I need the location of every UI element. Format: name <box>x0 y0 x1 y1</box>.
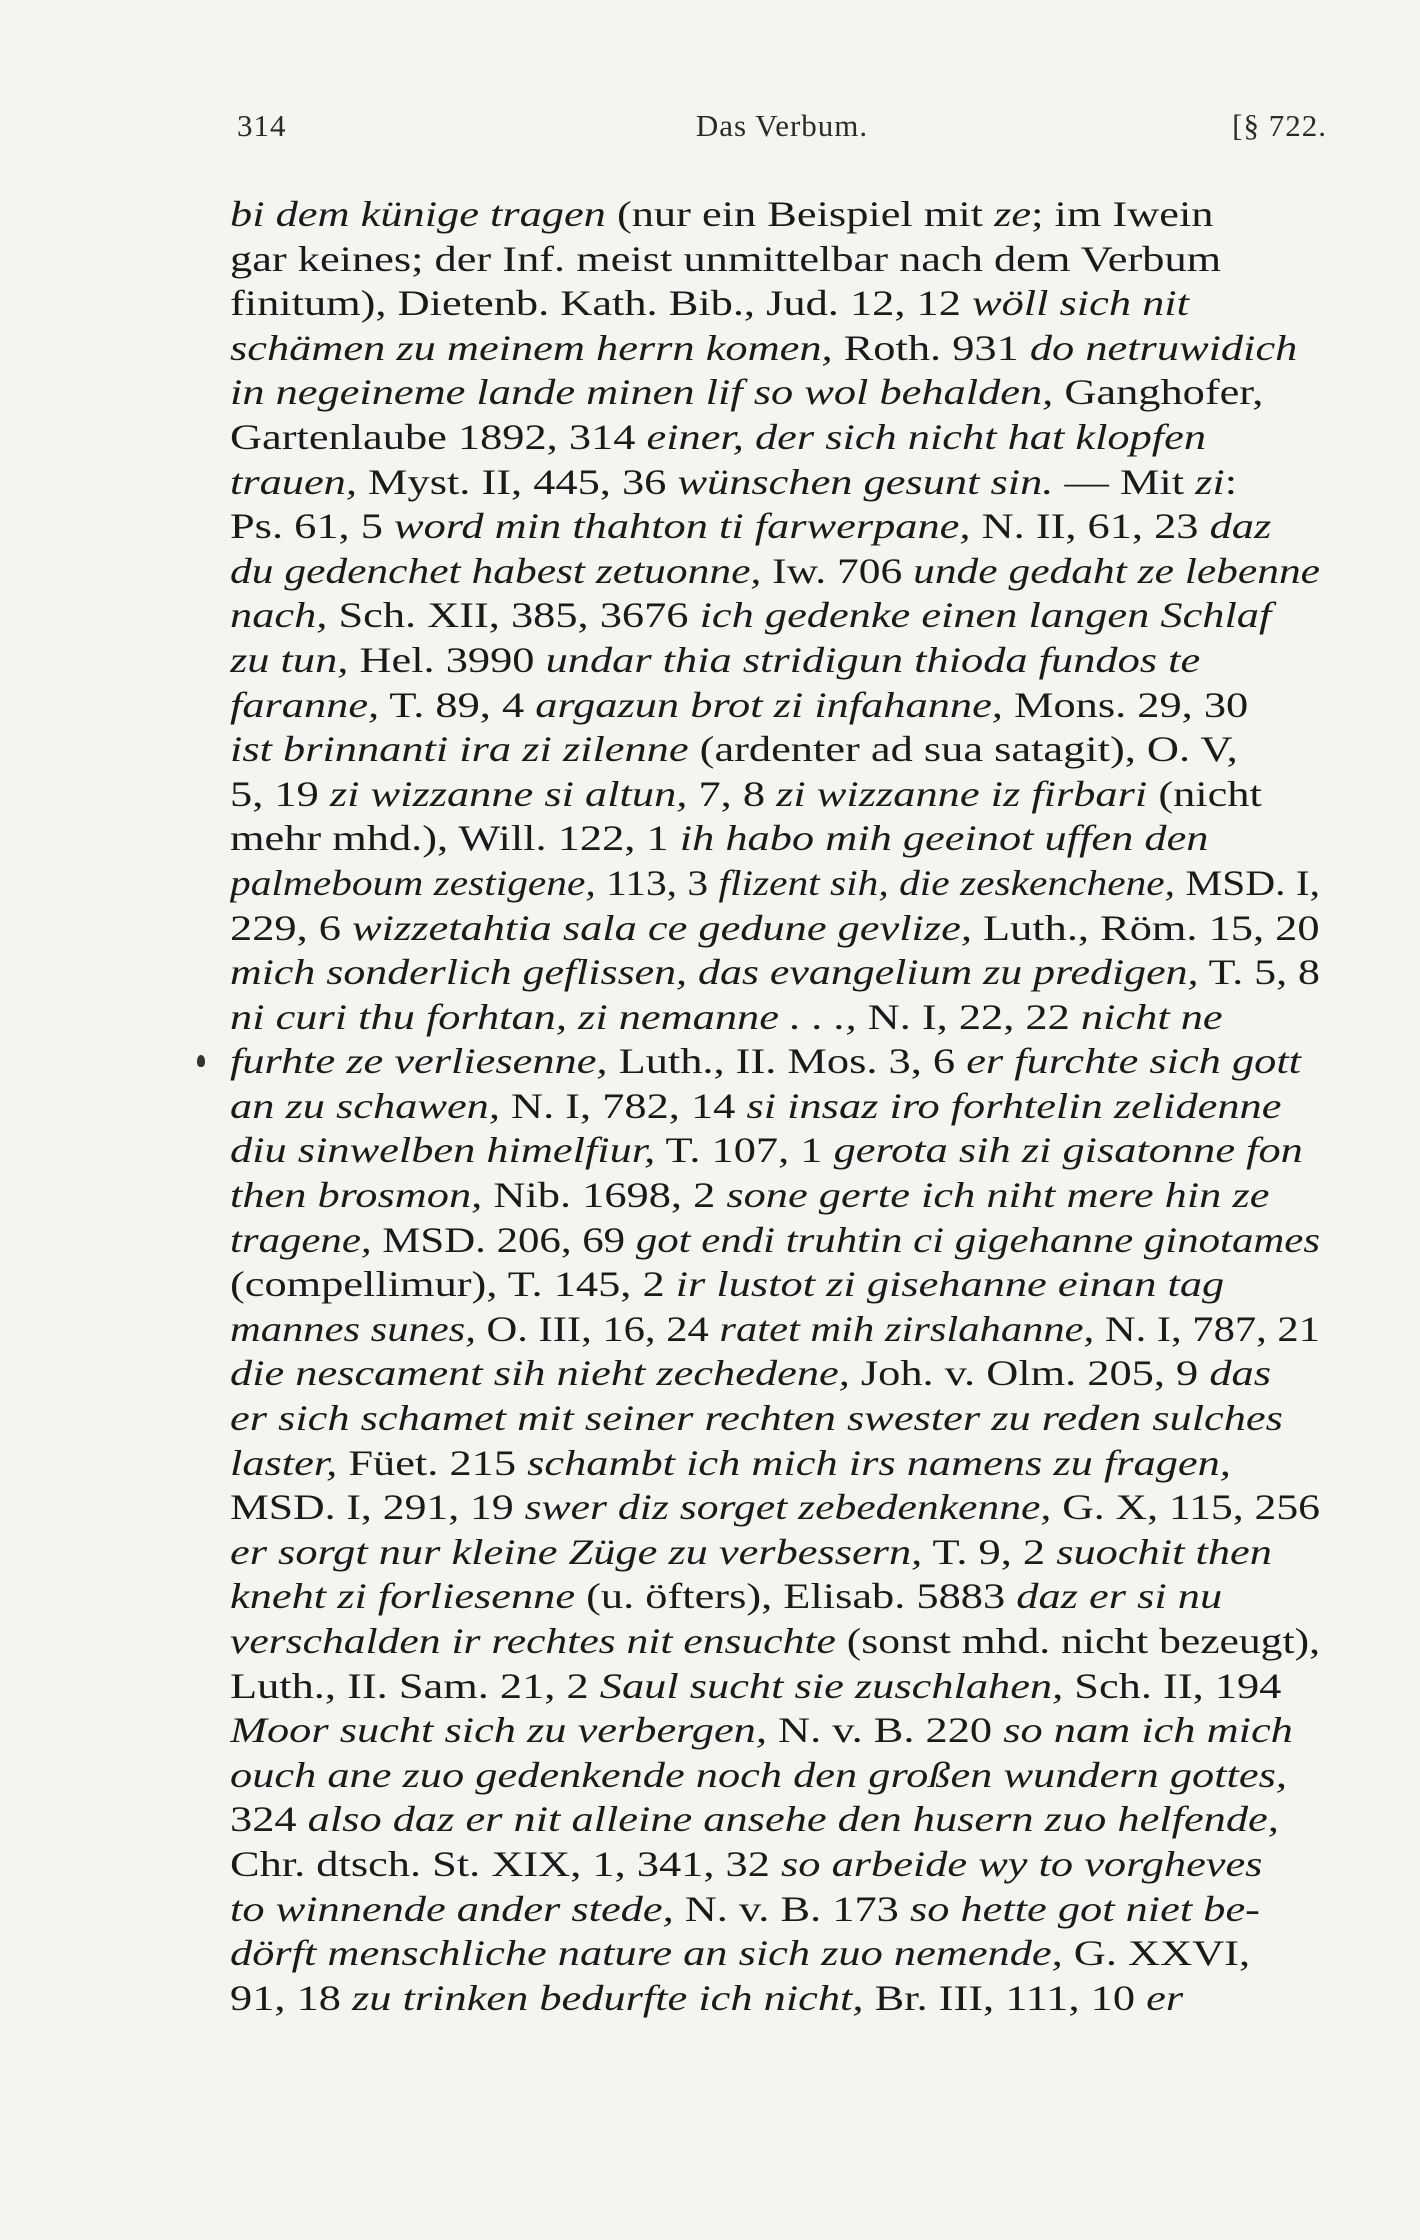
italic-quotation: kneht zi forliesenne <box>230 1576 576 1617</box>
text-line <box>230 549 1320 594</box>
italic-quotation: flizent sih, die zeskenchene, <box>718 862 1176 903</box>
text-line <box>230 1574 1320 1619</box>
text-line <box>230 1976 1320 2021</box>
italic-quotation: er furchte sich gott <box>966 1041 1302 1082</box>
running-title: Das Verbum. <box>695 108 869 143</box>
italic-quotation: wünschen gesunt sin. <box>677 461 1054 502</box>
text-segment: Luth., Röm. 15, 20 <box>971 907 1320 948</box>
text-line <box>230 415 1320 460</box>
italic-quotation: trauen, <box>230 461 357 502</box>
italic-quotation: das <box>1209 1353 1271 1394</box>
italic-quotation: zi wizzanne iz firbari <box>776 773 1148 814</box>
text-line <box>230 460 1320 505</box>
italic-quotation: so hette got niet be- <box>909 1888 1260 1929</box>
italic-quotation: ratet mih zirslahanne, <box>719 1308 1095 1349</box>
italic-quotation: daz er si nu <box>1016 1576 1223 1617</box>
text-segment: N. v. B. 220 <box>766 1710 1004 1751</box>
text-segment: Joh. v. Olm. 205, 9 <box>849 1353 1210 1394</box>
page-number: 314 <box>237 108 287 143</box>
italic-quotation: swer diz sorget zebedenkenne, <box>524 1487 1052 1528</box>
text-line <box>230 1218 1320 1263</box>
text-segment: (nicht <box>1147 773 1262 814</box>
body-text <box>230 192 1320 2020</box>
text-segment: Nib. 1698, 2 <box>482 1175 727 1216</box>
text-segment: Füet. 215 <box>337 1442 528 1483</box>
italic-quotation: sone gerte ich niht mere hin ze <box>726 1175 1270 1216</box>
text-segment: T. 89, 4 <box>379 684 536 725</box>
text-segment: O. III, 16, 24 <box>475 1308 720 1349</box>
italic-quotation: ich gedenke einen langen Schlaf <box>699 595 1272 636</box>
italic-quotation: ir lustot zi gisehanne einan tag <box>675 1264 1225 1305</box>
section-reference: [§ 722. <box>1232 108 1327 143</box>
text-line <box>230 370 1320 415</box>
text-line <box>230 906 1320 951</box>
text-line <box>230 1931 1320 1976</box>
text-line <box>230 638 1320 683</box>
text-line <box>230 281 1320 326</box>
text-segment: mehr mhd.), Will. 122, 1 <box>230 818 680 859</box>
margin-ink-mark <box>197 1055 205 1067</box>
italic-quotation: diu sinwelben himelfiur, <box>230 1130 656 1171</box>
italic-quotation: Moor sucht sich zu verbergen, <box>230 1710 767 1751</box>
text-segment: 229, 6 <box>230 907 353 948</box>
text-line <box>230 683 1320 728</box>
text-segment: Iw. 706 <box>761 550 914 591</box>
text-line <box>230 192 1320 237</box>
italic-quotation: undar thia stridigun thioda fundos te <box>545 639 1201 680</box>
text-segment: 91, 18 <box>230 1977 353 2018</box>
text-line <box>230 995 1320 1040</box>
italic-quotation: zi <box>1195 461 1225 502</box>
text-segment: Chr. dtsch. St. XIX, 1, 341, 32 <box>230 1843 782 1884</box>
italic-quotation: palmeboum zestigene, <box>230 862 596 903</box>
italic-quotation: ze <box>994 194 1032 234</box>
text-line <box>230 1664 1320 1709</box>
italic-quotation: suochit then <box>1056 1531 1272 1572</box>
italic-quotation: furhte ze verliesenne, <box>230 1041 608 1082</box>
text-segment: N. I, 22, 22 <box>856 996 1081 1037</box>
text-segment: Ganghofer, <box>1053 372 1264 413</box>
italic-quotation: so arbeide wy to vorgheves <box>781 1843 1263 1884</box>
italic-quotation: einer, der sich nicht hat klopfen <box>646 416 1207 457</box>
italic-quotation: then brosmon, <box>230 1175 483 1216</box>
italic-quotation: in negeineme lande minen lif so wol behalden, <box>230 372 1054 413</box>
text-line <box>230 237 1320 282</box>
text-segment: Hel. 3990 <box>348 639 546 680</box>
text-segment: (compellimur), T. 145, 2 <box>230 1264 676 1305</box>
text-segment: Luth., II. Mos. 3, 6 <box>607 1041 967 1082</box>
text-segment: N. I, 782, 14 <box>499 1085 747 1126</box>
text-segment: 324 <box>230 1799 308 1840</box>
italic-quotation: ih habo mih geeinot uffen den <box>679 818 1209 859</box>
text-line <box>230 1485 1320 1530</box>
italic-quotation: nach, <box>230 595 328 636</box>
text-segment: N. v. B. 173 <box>673 1888 910 1929</box>
text-segment: T. 5, 8 <box>1198 952 1320 993</box>
text-line <box>230 1530 1320 1575</box>
text-segment: Sch. II, 194 <box>1063 1665 1282 1706</box>
text-segment: G. X, 115, 256 <box>1051 1487 1320 1528</box>
text-segment: T. 9, 2 <box>922 1531 1057 1572</box>
italic-quotation: wöll sich nit <box>971 283 1189 324</box>
text-segment: 7, 8 <box>687 773 777 814</box>
text-line <box>230 1351 1320 1396</box>
italic-quotation: daz <box>1209 506 1272 547</box>
italic-quotation: si insaz iro forhtelin zelidenne <box>746 1085 1282 1126</box>
text-line <box>230 1039 1320 1084</box>
italic-quotation: tragene, <box>230 1219 372 1260</box>
text-segment: finitum), Dietenb. Kath. Bib., Jud. 12, 12 <box>230 283 972 324</box>
text-line <box>230 1084 1320 1129</box>
text-segment: Luth., II. Sam. 21, 2 <box>230 1665 600 1706</box>
italic-quotation: also daz er nit alleine ansehe den husern zuo helfende, <box>307 1799 1279 1840</box>
text-segment: Ps. 61, 5 <box>230 506 394 547</box>
text-line <box>230 816 1320 861</box>
text-segment: : <box>1224 461 1238 502</box>
italic-quotation: mannes sunes, <box>230 1308 476 1349</box>
text-segment: Gartenlaube 1892, 314 <box>230 416 647 457</box>
text-line <box>230 1128 1320 1173</box>
text-segment: (nur ein Beispiel mit <box>605 194 995 234</box>
text-segment: Roth. 931 <box>832 327 1030 368</box>
text-segment: Mons. 29, 30 <box>1002 684 1249 725</box>
text-segment: Sch. XII, 385, 3676 <box>327 595 700 636</box>
italic-quotation: argazun brot zi infahanne, <box>535 684 1003 725</box>
italic-quotation: so nam ich mich <box>1003 1710 1293 1751</box>
italic-quotation: schambt ich mich irs namens zu fragen, <box>527 1442 1231 1483</box>
italic-quotation: to winnende ander stede, <box>230 1888 674 1929</box>
text-line <box>230 950 1320 995</box>
italic-quotation: nicht ne <box>1080 996 1223 1037</box>
italic-quotation: zi wizzanne si altun, <box>329 773 688 814</box>
italic-quotation: ouch ane zuo gedenkende noch den großen wundern gottes, <box>230 1754 1287 1795</box>
italic-quotation: er sich schamet mit seiner rechten swester zu reden sulches <box>230 1398 1283 1439</box>
text-line <box>230 1619 1320 1664</box>
italic-quotation: zu trinken bedurfte ich nicht, <box>352 1977 864 2018</box>
italic-quotation: ni curi thu forhtan, zi nemanne . . ., <box>230 996 857 1037</box>
text-segment: MSD. 206, 69 <box>371 1219 636 1260</box>
italic-quotation: er sorgt nur kleine Züge zu verbessern, <box>230 1531 923 1572</box>
text-line <box>230 727 1320 772</box>
text-segment: (ardenter ad sua satagit), O. V, <box>688 729 1238 770</box>
italic-quotation: an zu schawen, <box>230 1085 500 1126</box>
text-segment: — Mit <box>1053 461 1196 502</box>
text-segment: Br. III, 111, 10 <box>863 1977 1147 2018</box>
text-segment: N. II, 61, 23 <box>970 506 1210 547</box>
italic-quotation: dörft menschliche nature an sich zuo nemende, <box>230 1933 1063 1974</box>
italic-quotation: do netruwidich <box>1029 327 1298 368</box>
text-line <box>230 1173 1320 1218</box>
italic-quotation: verschalden ir rechtes nit ensuchte <box>230 1621 836 1661</box>
text-line <box>230 861 1320 906</box>
italic-quotation: schämen zu meinem herrn komen, <box>230 327 833 368</box>
text-segment: 5, 19 <box>230 773 330 814</box>
text-line <box>230 1708 1320 1753</box>
text-segment: MSD. I, <box>1175 862 1320 903</box>
text-segment: ; im Iwein <box>1031 194 1214 234</box>
italic-quotation: mich sonderlich geflissen, das evangelium zu predigen, <box>230 952 1199 993</box>
text-segment: T. 107, 1 <box>655 1130 834 1171</box>
italic-quotation: du gedenchet habest zetuonne, <box>230 550 762 591</box>
text-line <box>230 504 1320 549</box>
text-segment: G. XXVI, <box>1062 1933 1251 1974</box>
text-line <box>230 1797 1320 1842</box>
italic-quotation: got endi truhtin ci gigehanne ginotames <box>635 1219 1320 1260</box>
text-line <box>230 1753 1320 1798</box>
text-line <box>230 1262 1320 1307</box>
text-segment: 113, 3 <box>595 862 719 903</box>
italic-quotation: word min thahton ti farwerpane, <box>393 506 971 547</box>
italic-quotation: ist brinnanti ira zi zilenne <box>230 729 689 770</box>
italic-quotation: wizzetahtia sala ce gedune gevlize, <box>352 907 972 948</box>
italic-quotation: Saul sucht sie zuschlahen, <box>599 1665 1064 1706</box>
italic-quotation: laster, <box>230 1442 338 1483</box>
text-line <box>230 1307 1320 1352</box>
text-line <box>230 1441 1320 1486</box>
text-line <box>230 1842 1320 1887</box>
page-header <box>237 108 1327 152</box>
text-segment: (u. öfters), Elisab. 5883 <box>575 1576 1017 1617</box>
text-line <box>230 593 1320 638</box>
italic-quotation: zu tun, <box>230 639 349 680</box>
text-line <box>230 772 1320 817</box>
text-segment: MSD. I, 291, 19 <box>230 1487 525 1528</box>
text-segment: Myst. II, 445, 36 <box>356 461 678 502</box>
text-line <box>230 1396 1320 1441</box>
italic-quotation: faranne, <box>230 684 380 725</box>
text-line <box>230 326 1320 371</box>
italic-quotation: bi dem künige tragen <box>230 194 606 234</box>
text-line <box>230 1887 1320 1932</box>
italic-quotation: die nescament sih nieht zechedene, <box>230 1353 850 1394</box>
italic-quotation: gerota sih zi gisatonne fon <box>833 1130 1303 1171</box>
italic-quotation: unde gedaht ze lebenne <box>913 550 1320 591</box>
text-segment: (sonst mhd. nicht bezeugt), <box>835 1621 1320 1661</box>
text-segment: gar keines; der Inf. meist unmittelbar nach dem Verbum <box>230 238 1222 279</box>
italic-quotation: er <box>1146 1977 1184 2018</box>
text-segment: N. I, 787, 21 <box>1094 1308 1320 1349</box>
